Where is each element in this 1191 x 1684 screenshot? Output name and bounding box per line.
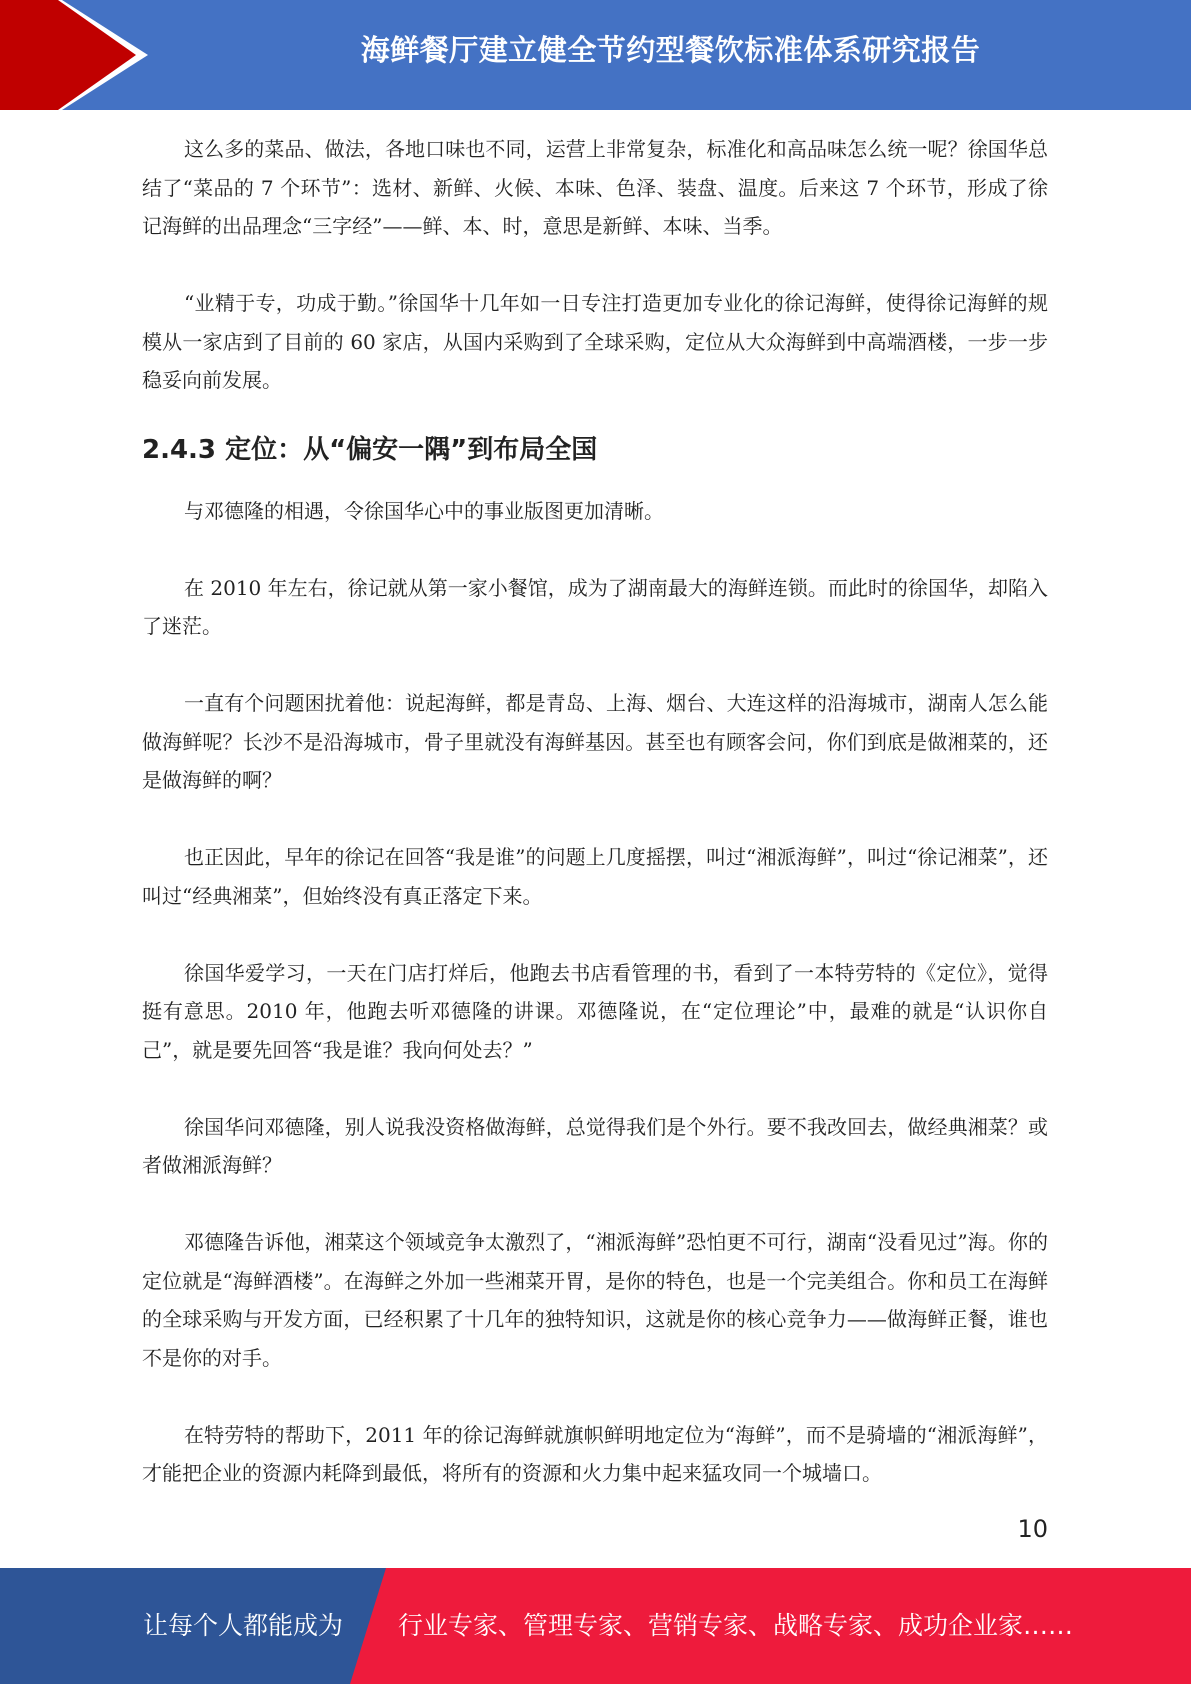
paragraph-4: 在 2010 年左右，徐记就从第一家小餐馆，成为了湖南最大的海鲜连锁。而此时的徐国华，却陷入了迷茫。: [142, 575, 1048, 638]
paragraph-8: 徐国华问邓德隆，别人说我没资格做海鲜，总觉得我们是个外行。要不我改回去，做经典湘菜？或者做湘派海鲜？: [142, 1114, 1048, 1177]
paragraph-2: “业精于专，功成于勤。”徐国华十几年如一日专注打造更加专业化的徐记海鲜，使得徐记海鲜的规模从一家店到了目前的 60 家店，从国内采购到了全球采购，定位从大众海鲜到中高端酒楼，一步一步稳妥向前发展。: [142, 291, 1048, 392]
paragraph-3: 与邓德隆的相遇，令徐国华心中的事业版图更加清晰。: [184, 498, 664, 523]
header-title: 海鲜餐厅建立健全节约型餐饮标准体系研究报告: [360, 33, 981, 67]
footer-slogan-left: 让每个人都能成为: [143, 1611, 344, 1640]
footer-slogan-right: 行业专家、管理专家、营销专家、战略专家、成功企业家……: [398, 1611, 1074, 1640]
document-body: [142, 130, 1048, 1493]
paragraph-10: 在特劳特的帮助下，2011 年的徐记海鲜就旗帜鲜明地定位为“海鲜”，而不是骑墙的“湘派海鲜”，才能把企业的资源内耗降到最低，将所有的资源和火力集中起来猛攻同一个城墙口。: [142, 1422, 1048, 1485]
paragraph-6: 也正因此，早年的徐记在回答“我是谁”的问题上几度摇摆，叫过“湘派海鲜”，叫过“徐记湘菜”，还叫过“经典湘菜”，但始终没有真正落定下来。: [142, 845, 1048, 908]
page-number: 10: [1017, 1515, 1048, 1543]
paragraph-5: 一直有个问题困扰着他：说起海鲜，都是青岛、上海、烟台、大连这样的沿海城市，湖南人怎么能做海鲜呢？长沙不是沿海城市，骨子里就没有海鲜基因。甚至也有顾客会问，你们到底是做湘菜的，还是做海鲜的啊？: [142, 691, 1048, 792]
paragraph-1: 这么多的菜品、做法，各地口味也不同，运营上非常复杂，标准化和高品味怎么统一呢？徐国华总结了“菜品的 7 个环节”：选材、新鲜、火候、本味、色泽、装盘、温度。后来这 7 个环节，形成了徐记海鲜的出品理念“三字经”——鲜、本、时，意思是新鲜、本味、当季。: [142, 137, 1048, 238]
page-header: [0, 0, 1191, 110]
section-title: 2.4.3 定位：从“偏安一隅”到布局全国: [142, 434, 598, 465]
paragraph-9: 邓德隆告诉他，湘菜这个领域竞争太激烈了，“湘派海鲜”恐怕更不可行，湖南“没看见过”海。你的定位就是“海鲜酒楼”。在海鲜之外加一些湘菜开胃，是你的特色，也是一个完美组合。你和员工在海鲜的全球采购与开发方面，已经积累了十几年的独特知识，这就是你的核心竞争力——做海鲜正餐，谁也不是你的对手。: [142, 1230, 1048, 1370]
header-arrow-icon: [0, 0, 160, 110]
paragraph-7: 徐国华爱学习，一天在门店打烊后，他跑去书店看管理的书，看到了一本特劳特的《定位》，觉得挺有意思。2010 年，他跑去听邓德隆的讲课。邓德隆说，在“定位理论”中，最难的就是“认识你自己”，就是要先回答“我是谁？我向何处去？”: [142, 960, 1048, 1062]
page-footer: [0, 1568, 1191, 1684]
